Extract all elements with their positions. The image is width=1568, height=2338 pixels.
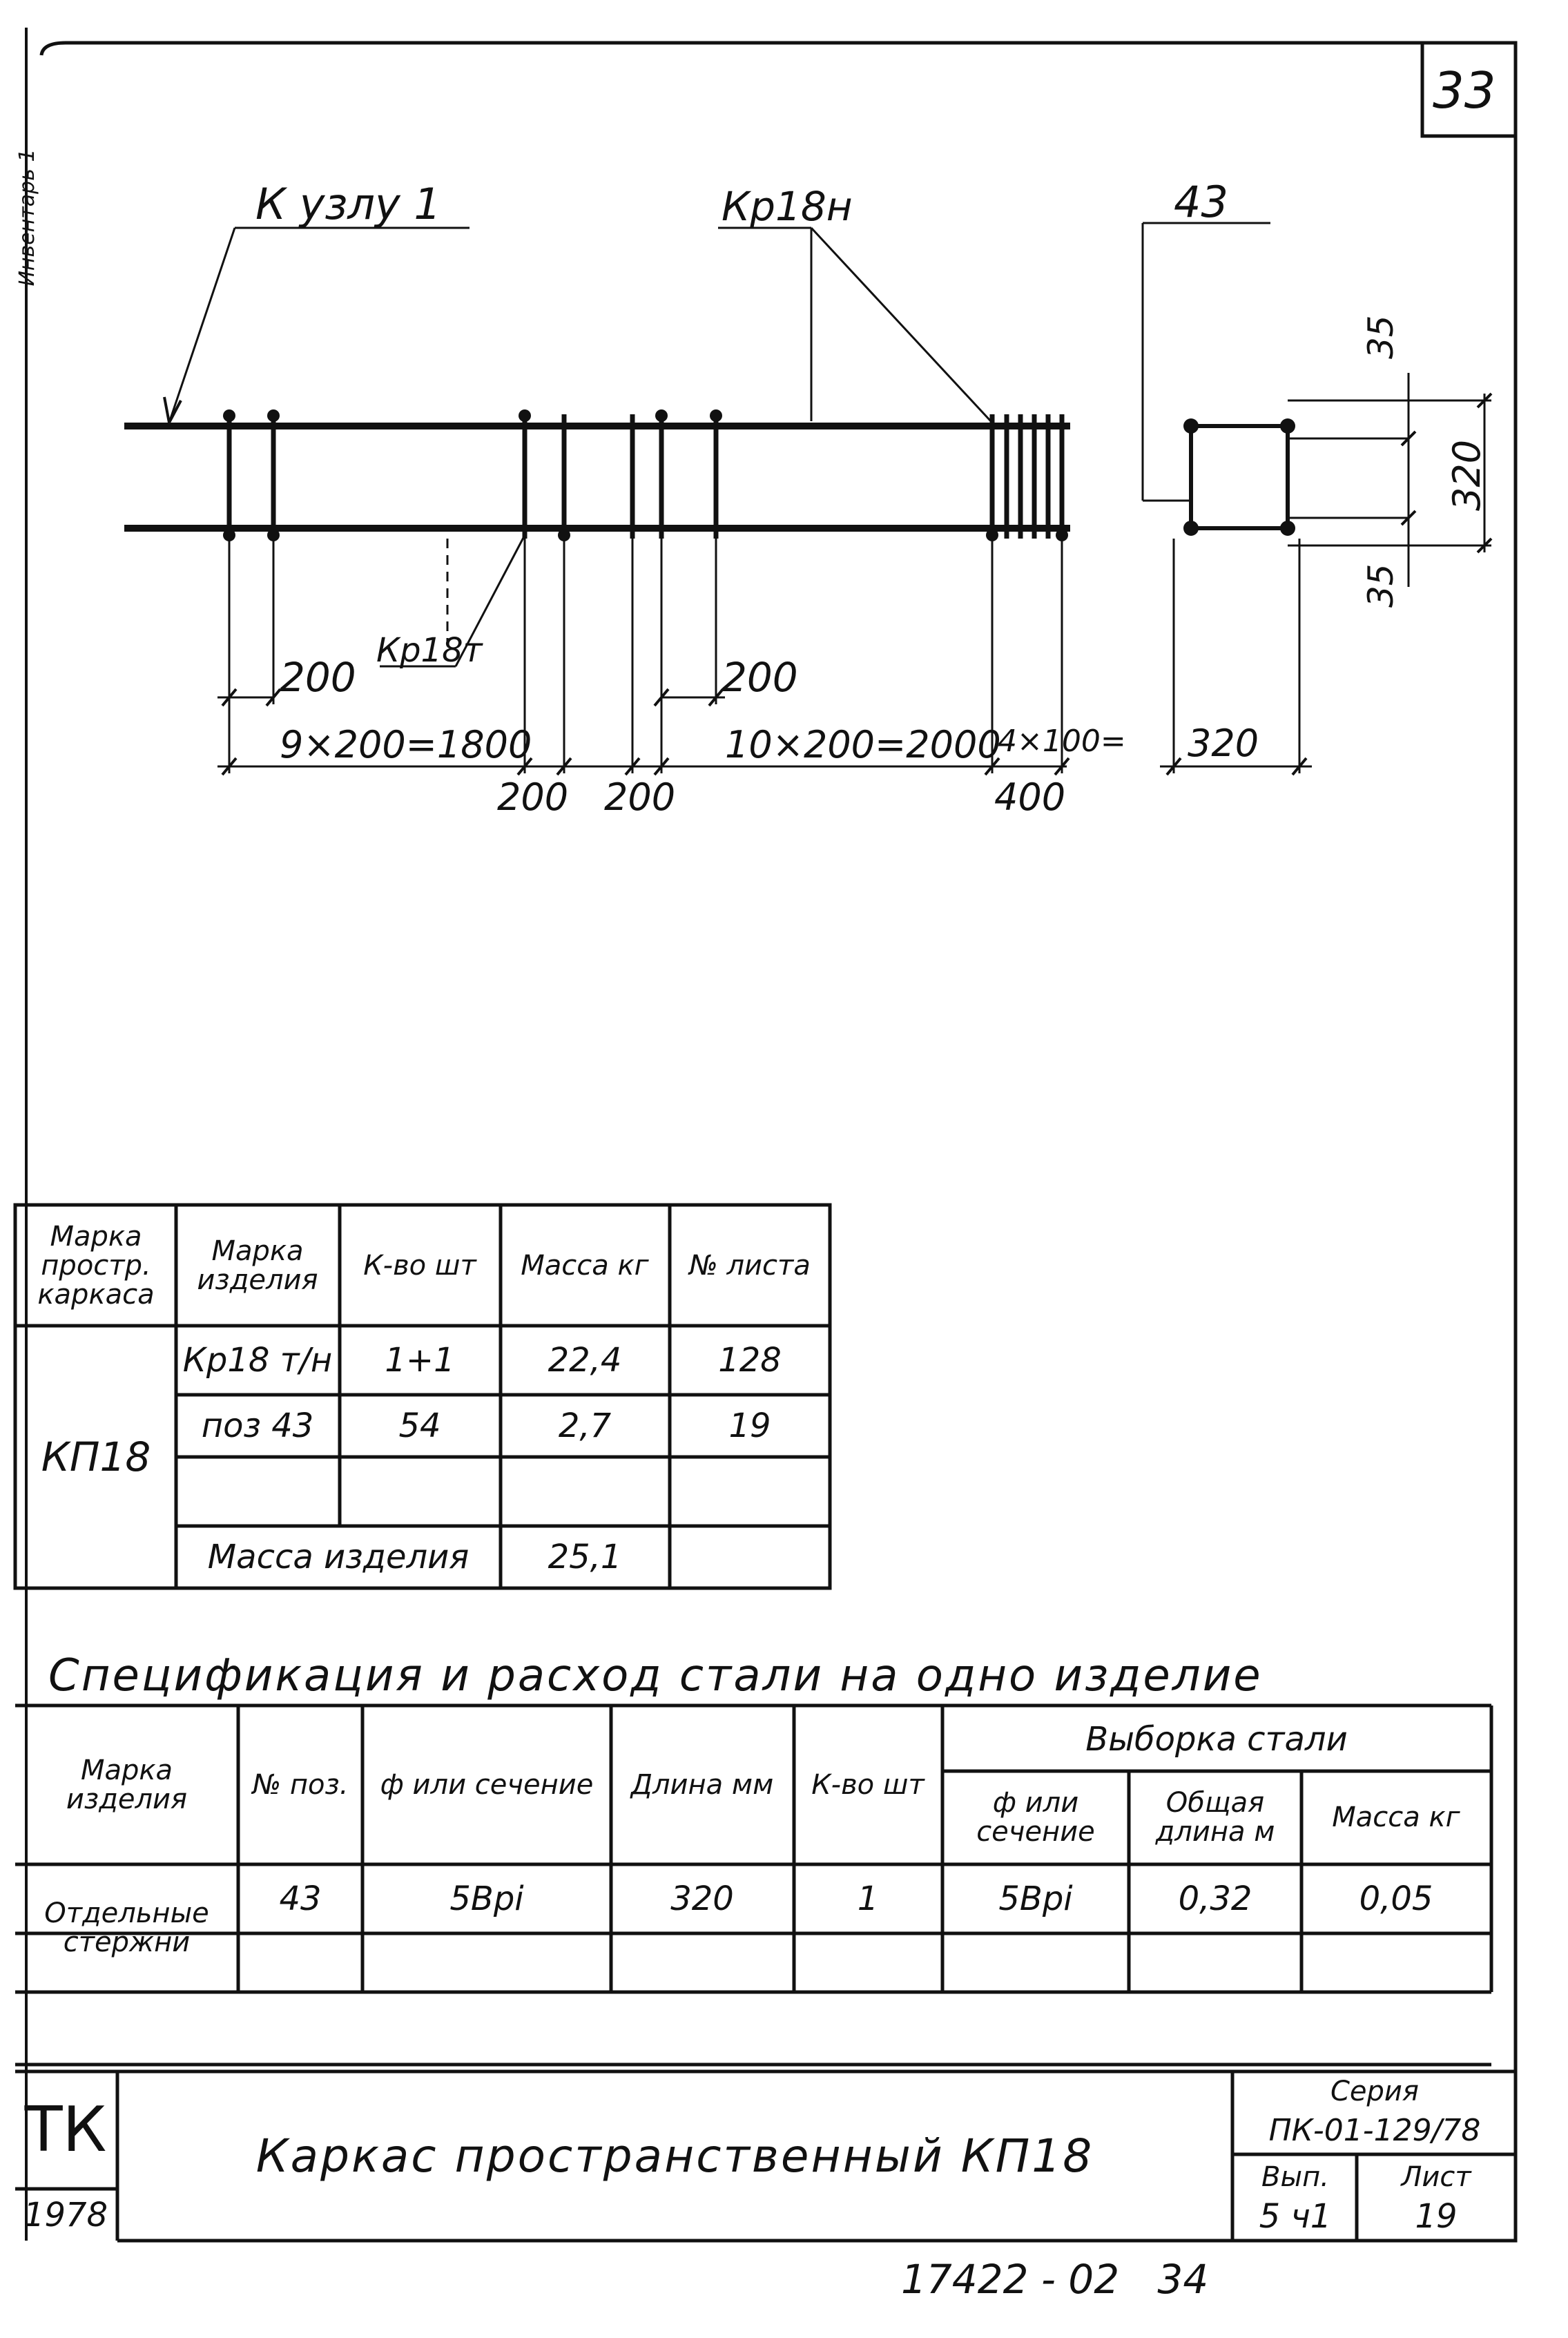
table-row-2-mass: 2,7 bbox=[558, 1406, 612, 1445]
dim-320-vertical: 320 bbox=[1445, 439, 1489, 511]
sheet-number: 33 bbox=[1433, 61, 1496, 119]
dim-4x100: 4×100= bbox=[998, 724, 1126, 759]
spec-row-sel-mass: 0,05 bbox=[1359, 1879, 1433, 1918]
spec-header-sel-total: Общая длина м bbox=[1155, 1787, 1275, 1848]
side-stamp: Инвентарь 1 bbox=[15, 148, 39, 287]
callout-kr-bottom: Кр18т bbox=[376, 631, 483, 670]
callout-pos-43: 43 bbox=[1174, 177, 1228, 227]
dim-10x200: 10×200=2000 bbox=[725, 723, 1001, 766]
spec-row-sel-total: 0,32 bbox=[1178, 1879, 1252, 1918]
dim-320-horizontal: 320 bbox=[1188, 722, 1259, 765]
col-header-item-mark: Марка изделия bbox=[197, 1235, 318, 1296]
table-row-2-item: поз 43 bbox=[201, 1406, 314, 1445]
col-header-mass: Масса кг bbox=[521, 1249, 649, 1282]
dim-200-a: 200 bbox=[280, 654, 356, 701]
dim-200-b: 200 bbox=[722, 654, 798, 701]
table-row-1-mass: 22,4 bbox=[548, 1340, 622, 1380]
year: 1978 bbox=[23, 2195, 108, 2234]
sheet-value: 19 bbox=[1415, 2196, 1458, 2236]
spec-header-sel-mass: Масса кг bbox=[1332, 1801, 1460, 1833]
spec-header-sel-section: ф или сечение bbox=[976, 1787, 1095, 1848]
spec-header-count: К-во шт bbox=[811, 1769, 925, 1801]
dim-200-d: 200 bbox=[604, 775, 676, 819]
frame-mark: КП18 bbox=[41, 1433, 151, 1480]
footer-code: 17422 - 02 34 bbox=[901, 2256, 1209, 2303]
spec-header-length: Длина мм bbox=[630, 1769, 774, 1801]
callout-node: К узлу 1 bbox=[255, 179, 441, 229]
col-header-count: К-во шт bbox=[363, 1249, 476, 1282]
drawing-title: Каркас пространственный КП18 bbox=[255, 2129, 1094, 2183]
dim-9x200: 9×200=1800 bbox=[280, 723, 532, 766]
col-header-sheet-no: № листа bbox=[689, 1249, 811, 1282]
org-code: ТК bbox=[24, 2093, 107, 2166]
spec-row-count: 1 bbox=[857, 1879, 879, 1918]
callout-kr-top: Кр18н bbox=[722, 183, 853, 230]
series-label: Серия bbox=[1330, 2076, 1419, 2107]
spec-header-selection: Выборка стали bbox=[1085, 1719, 1348, 1759]
table-row-1-item: Кр18 т/н bbox=[182, 1340, 333, 1380]
table-row-2-count: 54 bbox=[398, 1406, 441, 1445]
spec-row-section: 5Врi bbox=[449, 1879, 524, 1918]
table-row-1-sheet: 128 bbox=[718, 1340, 782, 1380]
series-value: ПК-01-129/78 bbox=[1268, 2112, 1481, 2148]
dim-35-bottom: 35 bbox=[1361, 563, 1401, 608]
issue-value: 5 ч1 bbox=[1259, 2196, 1332, 2236]
total-mass-label: Масса изделия bbox=[207, 1537, 470, 1576]
sheet-label: Лист bbox=[1401, 2161, 1471, 2193]
dim-400: 400 bbox=[994, 775, 1066, 819]
spec-title: Спецификация и расход стали на одно изделие bbox=[48, 1650, 1263, 1701]
spec-header-pos: № поз. bbox=[252, 1769, 349, 1801]
table-row-1-count: 1+1 bbox=[385, 1340, 455, 1380]
spec-row-length: 320 bbox=[670, 1879, 734, 1918]
table-row-2-sheet: 19 bbox=[728, 1406, 771, 1445]
spec-row-mark: Отдельные стержни bbox=[44, 1897, 209, 1958]
dim-200-c: 200 bbox=[497, 775, 569, 819]
col-header-frame-mark: Марка простр. каркаса bbox=[37, 1220, 155, 1311]
spec-row-pos: 43 bbox=[279, 1879, 322, 1918]
dim-35-top: 35 bbox=[1361, 315, 1401, 359]
total-mass-value: 25,1 bbox=[548, 1537, 622, 1576]
issue-label: Вып. bbox=[1261, 2161, 1329, 2193]
spec-header-mark: Марка изделия bbox=[66, 1755, 188, 1815]
spec-row-sel-section: 5Врi bbox=[998, 1879, 1073, 1918]
spec-header-section: ф или сечение bbox=[380, 1769, 594, 1801]
